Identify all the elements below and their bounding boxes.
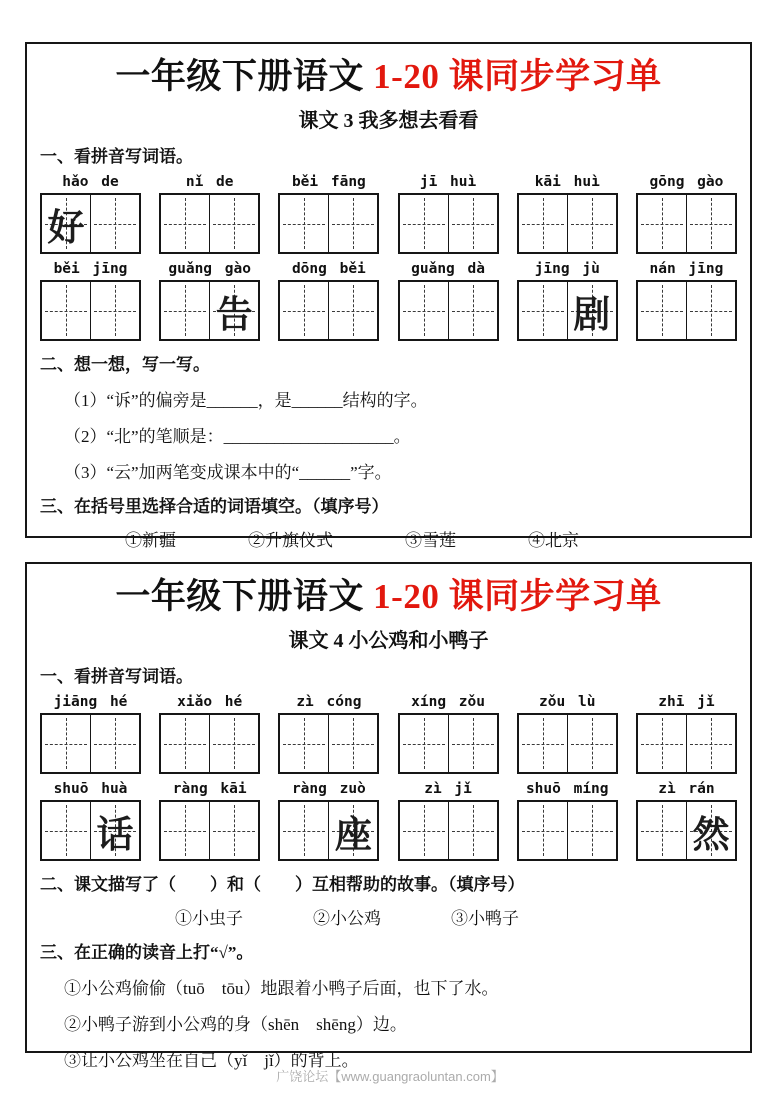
tianzige-cell bbox=[448, 282, 497, 339]
tianzige-cell bbox=[42, 715, 90, 772]
lesson-subtitle: 课文 4 小公鸡和小鸭子 bbox=[288, 630, 489, 653]
handwritten-char bbox=[687, 195, 735, 252]
tianzige-cell bbox=[519, 715, 567, 772]
handwritten-char bbox=[210, 715, 258, 772]
handwritten-char: 然 bbox=[692, 814, 730, 856]
tianzige-cell bbox=[280, 282, 328, 339]
tianzige-cell bbox=[209, 195, 258, 252]
handwritten-char bbox=[449, 282, 497, 339]
title-black-part: 一年级下册语文 bbox=[115, 57, 364, 96]
tianzige-cell bbox=[280, 195, 328, 252]
pinyin-label: nǐ de bbox=[185, 174, 234, 191]
tianzige-grid bbox=[278, 280, 379, 341]
tianzige-cell bbox=[209, 802, 258, 859]
tianzige-grid bbox=[159, 193, 260, 254]
pinyin-label: guǎng gào bbox=[168, 261, 251, 278]
question-line: （1）“诉”的偏旁是______，是______结构的字。 bbox=[64, 391, 428, 411]
handwritten-char bbox=[280, 715, 328, 772]
tianzige-grid bbox=[40, 800, 141, 861]
pinyin-row bbox=[40, 781, 737, 797]
handwritten-char bbox=[210, 195, 258, 252]
handwritten-char bbox=[638, 715, 686, 772]
title-black-part: 一年级下册语文 bbox=[115, 577, 364, 616]
pinyin-label: jiāng hé bbox=[53, 694, 128, 711]
handwritten-char bbox=[519, 715, 567, 772]
question-line: ①小公鸡偷偷（tuō tōu）地跟着小鸭子后面，也下了水。 bbox=[64, 979, 499, 999]
tianzige-cell bbox=[567, 282, 616, 339]
handwritten-char bbox=[638, 802, 686, 859]
title-red-part: 1-20 课同步学习单 bbox=[373, 577, 662, 616]
tianzige-cell bbox=[161, 282, 209, 339]
pinyin-label: shuō míng bbox=[525, 781, 609, 798]
tianzige-grid bbox=[278, 193, 379, 254]
tianzige-grid bbox=[517, 800, 618, 861]
handwritten-char: 话 bbox=[96, 814, 134, 856]
handwritten-char bbox=[638, 195, 686, 252]
tianzige-grid bbox=[278, 800, 379, 861]
pinyin-label: zì rán bbox=[658, 781, 715, 798]
section-1-heading: 一、看拼音写词语。 bbox=[40, 147, 193, 167]
pinyin-label: gōng gào bbox=[649, 174, 724, 191]
pinyin-row bbox=[40, 261, 737, 277]
handwritten-char bbox=[329, 715, 377, 772]
pinyin-label: zì jǐ bbox=[424, 781, 472, 798]
option-item: ①新疆 bbox=[125, 531, 176, 551]
handwritten-char bbox=[687, 715, 735, 772]
pinyin-label: jī huì bbox=[419, 174, 477, 191]
handwritten-char: 好 bbox=[47, 207, 85, 249]
page-title bbox=[40, 577, 737, 617]
option-list bbox=[125, 526, 737, 551]
question-line: ②小鸭子游到小公鸡的身（shēn shēng）边。 bbox=[64, 1015, 407, 1035]
option-item: ②小公鸡 bbox=[313, 909, 381, 929]
tianzige-grid bbox=[159, 800, 260, 861]
tianzige-grid bbox=[636, 713, 737, 774]
tianzige-cell bbox=[209, 715, 258, 772]
tianzige-cell bbox=[448, 715, 497, 772]
tianzige-cell bbox=[686, 802, 735, 859]
pinyin-label: ràng kāi bbox=[172, 781, 247, 798]
handwritten-char bbox=[329, 282, 377, 339]
handwritten-char bbox=[42, 715, 90, 772]
page-title bbox=[40, 57, 737, 97]
question-line: （2）“北”的笔顺是：____________________。 bbox=[64, 427, 411, 447]
handwritten-char bbox=[687, 282, 735, 339]
tianzige-grid bbox=[40, 193, 141, 254]
pinyin-label: kāi huì bbox=[534, 174, 600, 191]
tianzige-grid bbox=[398, 713, 499, 774]
pinyin-label: xiǎo hé bbox=[177, 694, 243, 711]
question-line: （3）“云”加两笔变成课本中的“______”字。 bbox=[64, 463, 392, 483]
section-2-heading: 二、想一想，写一写。 bbox=[40, 355, 210, 375]
tianzige-cell bbox=[638, 195, 686, 252]
pinyin-row bbox=[40, 694, 737, 710]
tianzige-cell bbox=[638, 802, 686, 859]
tianzige-cell bbox=[280, 802, 328, 859]
handwritten-char bbox=[449, 715, 497, 772]
handwritten-char bbox=[568, 802, 616, 859]
handwritten-char bbox=[161, 802, 209, 859]
tianzige-grid bbox=[636, 800, 737, 861]
footer-credit: 广饶论坛【www.guangraoluntan.com】 bbox=[276, 1069, 504, 1084]
section-3-heading: 三、在括号里选择合适的词语填空。（填序号） bbox=[40, 497, 389, 517]
lesson-subtitle: 课文 3 我多想去看看 bbox=[298, 110, 479, 133]
question-line: ③让小公鸡坐在自己（yǐ jǐ）的背上。 bbox=[64, 1051, 359, 1071]
tianzige-grid bbox=[398, 280, 499, 341]
tianzige-cell bbox=[42, 195, 90, 252]
tianzige-cell bbox=[161, 715, 209, 772]
pinyin-label: guǎng dà bbox=[411, 261, 485, 278]
pinyin-label: zǒu lù bbox=[539, 694, 596, 711]
handwritten-char bbox=[210, 802, 258, 859]
tianzige-cell bbox=[400, 282, 448, 339]
handwritten-char bbox=[400, 282, 448, 339]
tianzige-cell bbox=[328, 715, 377, 772]
option-item: ①小虫子 bbox=[175, 909, 243, 929]
tianzige-cell bbox=[400, 715, 448, 772]
tianzige-cell bbox=[328, 195, 377, 252]
pinyin-row bbox=[40, 174, 737, 190]
handwritten-char bbox=[519, 802, 567, 859]
handwritten-char bbox=[280, 802, 328, 859]
tianzige-cell bbox=[519, 282, 567, 339]
option-item: ②升旗仪式 bbox=[248, 531, 333, 551]
handwritten-char: 告 bbox=[215, 294, 253, 336]
handwritten-char: 剧 bbox=[573, 294, 611, 336]
grid-row bbox=[40, 800, 737, 861]
tianzige-cell bbox=[209, 282, 258, 339]
pinyin-label: zì cóng bbox=[296, 694, 362, 711]
handwritten-char bbox=[91, 282, 139, 339]
section-3-heading: 三、在正确的读音上打“√”。 bbox=[40, 943, 254, 963]
handwritten-char bbox=[329, 195, 377, 252]
tianzige-grid bbox=[159, 280, 260, 341]
tianzige-grid bbox=[159, 713, 260, 774]
handwritten-char bbox=[519, 282, 567, 339]
tianzige-cell bbox=[328, 282, 377, 339]
tianzige-cell bbox=[90, 715, 139, 772]
tianzige-cell bbox=[42, 802, 90, 859]
title-red-part: 1-20 课同步学习单 bbox=[373, 57, 662, 96]
handwritten-char bbox=[400, 195, 448, 252]
grid-row bbox=[40, 193, 737, 254]
tianzige-cell bbox=[638, 282, 686, 339]
handwritten-char bbox=[280, 282, 328, 339]
handwritten-char bbox=[91, 715, 139, 772]
pinyin-label: hǎo de bbox=[62, 174, 119, 191]
handwritten-char bbox=[161, 195, 209, 252]
tianzige-cell bbox=[448, 195, 497, 252]
handwritten-char bbox=[161, 282, 209, 339]
tianzige-cell bbox=[567, 715, 616, 772]
handwritten-char bbox=[400, 802, 448, 859]
tianzige-grid bbox=[517, 280, 618, 341]
tianzige-grid bbox=[517, 713, 618, 774]
tianzige-cell bbox=[638, 715, 686, 772]
handwritten-char bbox=[568, 715, 616, 772]
tianzige-cell bbox=[90, 282, 139, 339]
pinyin-label: xíng zǒu bbox=[411, 694, 485, 711]
pinyin-label: ràng zuò bbox=[291, 781, 366, 798]
handwritten-char bbox=[42, 802, 90, 859]
tianzige-cell bbox=[519, 802, 567, 859]
tianzige-cell bbox=[90, 195, 139, 252]
handwritten-char bbox=[449, 195, 497, 252]
worksheet-panel-lesson4 bbox=[25, 562, 752, 1071]
tianzige-cell bbox=[686, 195, 735, 252]
handwritten-char bbox=[638, 282, 686, 339]
tianzige-cell bbox=[328, 802, 377, 859]
handwritten-char bbox=[519, 195, 567, 252]
tianzige-cell bbox=[400, 802, 448, 859]
tianzige-grid bbox=[398, 193, 499, 254]
handwritten-char bbox=[568, 195, 616, 252]
tianzige-cell bbox=[686, 282, 735, 339]
tianzige-grid bbox=[636, 280, 737, 341]
tianzige-grid bbox=[40, 713, 141, 774]
handwritten-char: 座 bbox=[334, 814, 372, 856]
pinyin-label: běi fāng bbox=[291, 174, 366, 191]
pinyin-label: zhī jǐ bbox=[658, 694, 715, 711]
tianzige-cell bbox=[567, 802, 616, 859]
tianzige-cell bbox=[161, 195, 209, 252]
pinyin-label: běi jīng bbox=[53, 261, 128, 278]
handwritten-char bbox=[91, 195, 139, 252]
tianzige-grid bbox=[398, 800, 499, 861]
grid-row bbox=[40, 713, 737, 774]
option-list bbox=[175, 904, 737, 929]
tianzige-cell bbox=[161, 802, 209, 859]
tianzige-cell bbox=[42, 282, 90, 339]
tianzige-cell bbox=[567, 195, 616, 252]
tianzige-grid bbox=[278, 713, 379, 774]
section-1-heading: 一、看拼音写词语。 bbox=[40, 667, 193, 687]
handwritten-char bbox=[161, 715, 209, 772]
tianzige-cell bbox=[90, 802, 139, 859]
pinyin-label: dōng běi bbox=[291, 261, 366, 278]
grid-row bbox=[40, 280, 737, 341]
pinyin-label: jīng jù bbox=[534, 261, 600, 278]
tianzige-cell bbox=[280, 715, 328, 772]
tianzige-grid bbox=[517, 193, 618, 254]
handwritten-char bbox=[449, 802, 497, 859]
tianzige-grid bbox=[636, 193, 737, 254]
worksheet-panel-lesson3 bbox=[25, 42, 752, 551]
tianzige-cell bbox=[519, 195, 567, 252]
tianzige-cell bbox=[448, 802, 497, 859]
tianzige-grid bbox=[40, 280, 141, 341]
option-item: ③雪莲 bbox=[405, 531, 456, 551]
option-item: ④北京 bbox=[528, 531, 579, 551]
pinyin-label: shuō huà bbox=[53, 781, 128, 798]
option-item: ③小鸭子 bbox=[451, 909, 519, 929]
tianzige-cell bbox=[686, 715, 735, 772]
handwritten-char bbox=[42, 282, 90, 339]
pinyin-label: nán jīng bbox=[649, 261, 724, 278]
handwritten-char bbox=[280, 195, 328, 252]
handwritten-char bbox=[400, 715, 448, 772]
tianzige-cell bbox=[400, 195, 448, 252]
section-2-heading: 二、课文描写了（ ）和（ ）互相帮助的故事。（填序号） bbox=[40, 875, 525, 895]
